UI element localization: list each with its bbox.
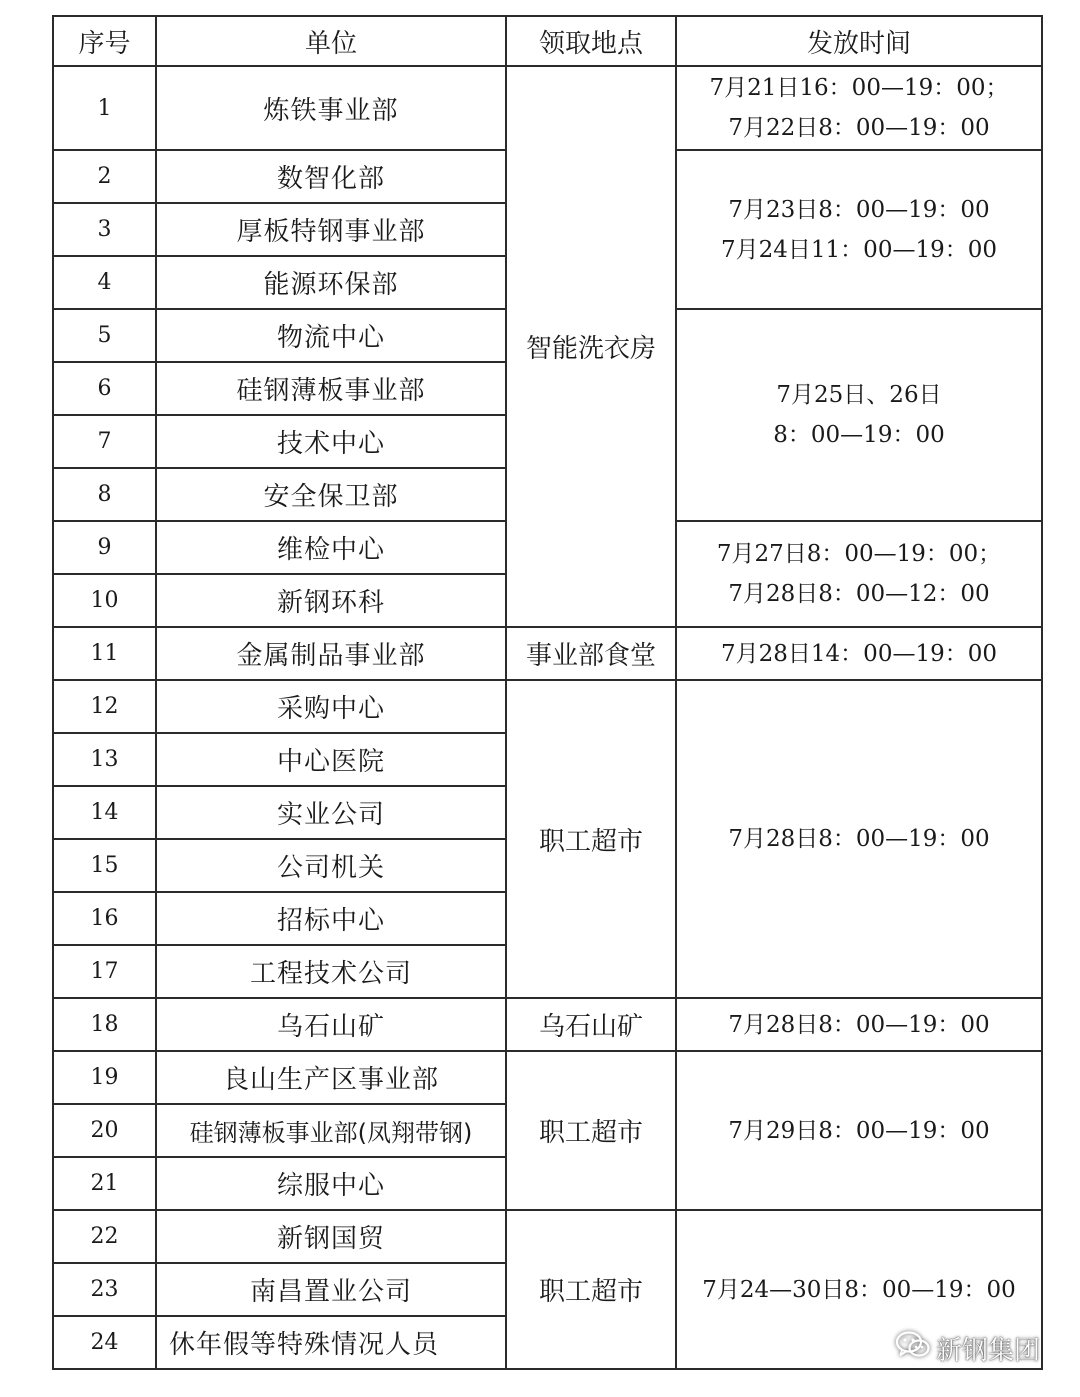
time-line: 7月22日8：00—19：00 [728,115,990,141]
location-cell: 事业部食堂 [506,627,676,680]
time-line: 7月28日8：00—19：00 [728,1011,990,1038]
time-line: 7月27日8：00—19：00； [716,541,1002,567]
time-cell [676,1051,1042,1210]
row-unit: 招标中心 [156,892,506,945]
row-unit: 实业公司 [156,786,506,839]
row-num: 17 [53,945,156,998]
time-cell [676,627,1042,680]
row-unit: 休年假等特殊情况人员 [156,1316,506,1369]
table-row [53,627,1042,680]
header-row [53,16,1042,66]
row-num: 23 [53,1263,156,1316]
time-line: 7月24—30日8：00—19：00 [702,1276,1016,1303]
header-location: 领取地点 [506,16,676,66]
row-num: 21 [53,1157,156,1210]
row-num: 16 [53,892,156,945]
row-num: 3 [53,203,156,256]
row-num: 1 [53,66,156,150]
table-row [53,998,1042,1051]
time-line: 7月28日8：00—19：00 [728,826,990,852]
row-unit: 金属制品事业部 [156,627,506,680]
row-unit: 工程技术公司 [156,945,506,998]
row-unit: 硅钢薄板事业部 [156,362,506,415]
row-num: 12 [53,680,156,733]
row-unit: 公司机关 [156,839,506,892]
watermark-text: 新钢集团 [936,1336,1041,1366]
row-num: 4 [53,256,156,309]
header-num: 序号 [53,16,156,66]
row-num: 24 [53,1316,156,1369]
time-line: 7月24日11：00—19：00 [721,236,997,263]
row-num: 14 [53,786,156,839]
row-num: 20 [53,1104,156,1157]
row-unit: 物流中心 [156,309,506,362]
row-num: 7 [53,415,156,468]
row-unit: 良山生产区事业部 [156,1051,506,1104]
time-cell [676,680,1042,998]
header-time: 发放时间 [676,16,1042,66]
table-row [53,1051,1042,1104]
location-cell: 职工超市 [506,1051,676,1210]
row-unit: 新钢环科 [156,574,506,627]
table-row [53,680,1042,733]
time-cell [676,998,1042,1051]
time-line: 7月28日8：00—12：00 [728,581,990,607]
time-cell [676,521,1042,627]
time-cell [676,66,1042,150]
table-row [53,1210,1042,1263]
row-unit: 综服中心 [156,1157,506,1210]
row-unit: 南昌置业公司 [156,1263,506,1316]
table-row [53,66,1042,150]
row-unit: 炼铁事业部 [156,66,506,150]
row-num: 10 [53,574,156,627]
location-cell: 乌石山矿 [506,998,676,1051]
header-unit: 单位 [156,16,506,66]
row-num: 15 [53,839,156,892]
distribution-schedule-table [52,15,1043,1370]
watermark [896,1330,1040,1367]
row-unit: 数智化部 [156,150,506,203]
row-num: 19 [53,1051,156,1104]
time-line: 7月25日、26日 [776,382,942,408]
row-unit: 硅钢薄板事业部(凤翔带钢) [156,1104,506,1157]
row-unit: 采购中心 [156,680,506,733]
row-num: 11 [53,627,156,680]
row-unit: 中心医院 [156,733,506,786]
row-num: 22 [53,1210,156,1263]
row-unit: 能源环保部 [156,256,506,309]
row-num: 2 [53,150,156,203]
time-line: 7月21日16：00—19：00； [709,75,1009,101]
row-unit: 安全保卫部 [156,468,506,521]
row-num: 6 [53,362,156,415]
row-num: 18 [53,998,156,1051]
location-cell: 职工超市 [506,1210,676,1369]
row-unit: 厚板特钢事业部 [156,203,506,256]
row-unit: 维检中心 [156,521,506,574]
time-line: 7月29日8：00—19：00 [728,1117,990,1144]
row-unit: 乌石山矿 [156,998,506,1051]
location-cell: 智能洗衣房 [506,66,676,627]
time-cell [676,150,1042,309]
time-line: 8：00—19：00 [773,422,945,448]
row-unit: 新钢国贸 [156,1210,506,1263]
row-num: 5 [53,309,156,362]
row-num: 8 [53,468,156,521]
row-num: 13 [53,733,156,786]
row-unit: 技术中心 [156,415,506,468]
time-line: 7月23日8：00—19：00 [728,196,990,223]
time-cell [676,309,1042,521]
wechat-icon [896,1331,930,1366]
row-num: 9 [53,521,156,574]
location-cell: 职工超市 [506,680,676,998]
time-line: 7月28日14：00—19：00 [721,640,997,667]
